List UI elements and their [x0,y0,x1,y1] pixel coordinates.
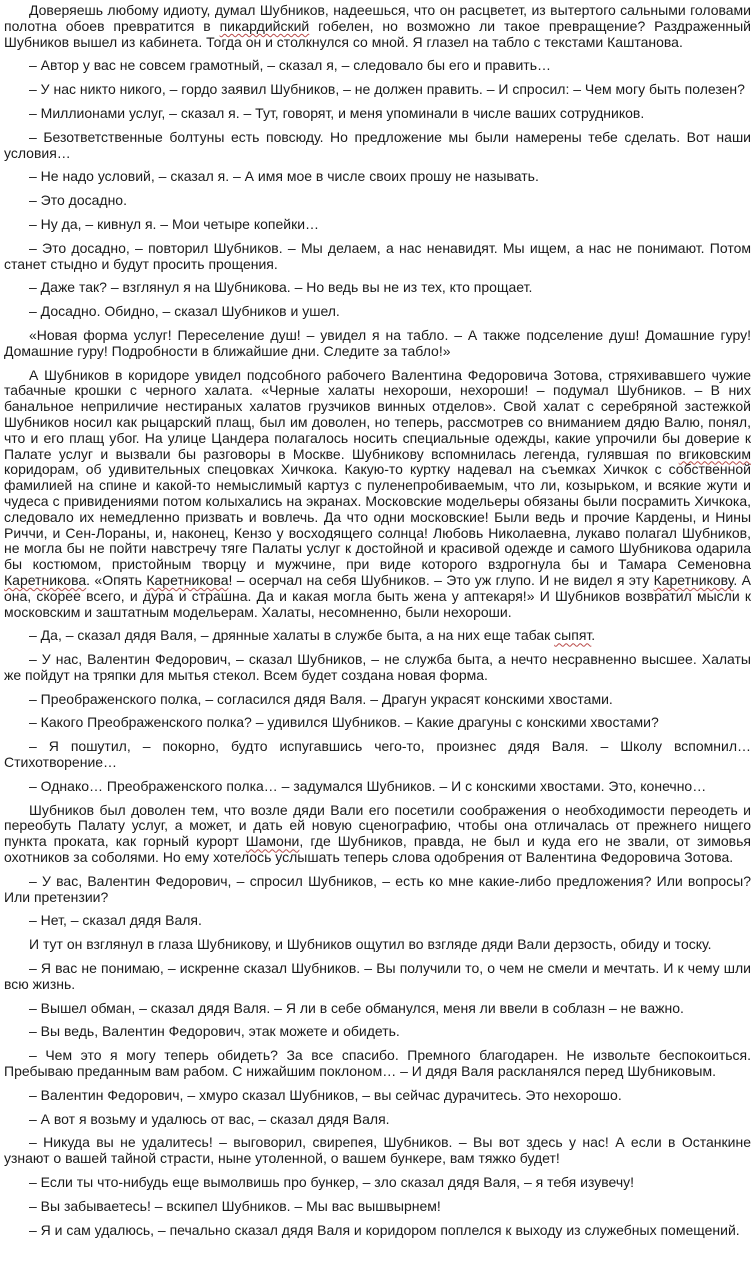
paragraph: – Не надо условий, – сказал я. – А имя мое в числе своих прошу не называть. [29,168,539,185]
paragraph: – У вас, Валентин Федорович, – спросил Шубников, – есть ко мне какие-либо предложения? Или вопросы? Или претензии? [4,872,751,905]
paragraph: – Миллионами услуг, – сказал я. – Тут, говорят, и меня упоминали в числе ваших сотрудников. [29,104,645,121]
paragraph: – Валентин Федорович, – хмуро сказал Шубников, – вы сейчас дурачитесь. Это нехорошо. [29,1086,622,1103]
paragraph: – Я вас не понимаю, – искренне сказал Шубников. – Вы получили то, о чем не смели и мечтать. И к чему шли всю жизнь. [4,960,751,992]
paragraph: «Новая форма услуг! Переселение душ! – увидел я на табло. – А также подселение душ! Домашние гуру! Домашние гуру! Подробности в ближайшие дни. Следите за табло!» [4,326,751,359]
paragraph: – Вы ведь, Валентин Федорович, этак можете и обидеть. [29,1023,400,1040]
paragraph: – Однако… Преображенского полка… – задумался Шубников. – И с конскими хвостами. Это, конечно… [29,777,707,794]
paragraph: – Ну да, – кивнул я. – Мои четыре копейки… [29,215,320,232]
paragraph: – А вот я возьму и удалюсь от вас, – сказал дядя Валя. [29,1110,390,1127]
paragraph: – Какого Преображенского полка? – удивился Шубников. – Какие драгуны с конскими хвостами? [29,714,659,731]
paragraph: – У нас никто никого, – гордо заявил Шубников, – не должен править. – И спросил: – Чем могу быть полезен? [29,81,745,98]
paragraph: И тут он взглянул в глаза Шубникову, и Шубников ощутил во взгляде дяди Вали дерзость, обиду и тоску. [29,936,712,953]
paragraph: – Нет, – сказал дядя Валя. [29,912,202,929]
paragraph: – Я пошутил, – покорно, будто испугавшись чего-то, произнес дядя Валя. – Школу вспомнил… Стихотворение… [4,738,751,771]
paragraph: – Чем это я могу теперь обидеть? За все спасибо. Премного благодарен. Не извольте беспокоиться. Пребываю преданным вам рабом. С нижайшим поклоном… – И дядя Валя раскланялся перед Шубниковым. [4,1047,751,1080]
paragraph: – У нас, Валентин Федорович, – сказал Шубников, – не служба быта, а нечто несравненно высшее. Халаты же пойдут на тряпки для мытья стекол. Всем будет создана новая форма. [4,651,751,683]
paragraph: – Даже так? – взглянул я на Шубникова. – Но ведь вы не из тех, кто прощает. [29,279,533,296]
paragraph: – Вышел обман, – сказал дядя Валя. – Я ли в себе обманулся, меня ли ввели в соблазн – не важно. [29,999,684,1016]
paragraph: – Это досадно, – повторил Шубников. – Мы делаем, а нас ненавидят. Мы ищем, а нас не понимают. Потом станет стыдно и будут просить прощения. [4,239,751,272]
paragraph: – Если ты что-нибудь еще вымолвишь про бункер, – зло сказал дядя Валя, – я тебя изувечу! [29,1174,635,1191]
paragraph: – Вы забываетесь! – вскипел Шубников. – Мы вас вышвырнем! [29,1197,441,1214]
misspelled-word: сыпят [554,627,592,644]
paragraph: – Никуда вы не удалитесь! – выговорил, свирепея, Шубников. – Вы вот здесь у нас! А если в Останкине узнают о вашей тайной страсти, ныне утоленной, о вашем бункере, вам тяжко будет! [4,1134,751,1167]
misspelled-word: пикардийский [219,17,310,34]
paragraph: – Преображенского полка, – согласился дядя Валя. – Драгун украсят конскими хвостами. [29,690,613,707]
paragraph: – Я и сам удалюсь, – печально сказал дядя Валя и коридором поплелся к выходу из служебных помещений. [29,1221,740,1238]
misspelled-word: вгиковским [678,445,751,462]
paragraph: – Безответственные болтуны есть повсюду. Но предложение мы были намерены тебе сделать. Вот наши условия… [4,128,751,161]
misspelled-word: Каретникова [146,571,229,588]
document-text [4,3,751,1238]
misspelled-word: Каретникова [4,571,87,588]
paragraph: – Досадно. Обидно, – сказал Шубников и ушел. [29,303,340,320]
paragraph: Шубников был доволен тем, что возле дяди Вали его посетили соображения о необходимости переодеть и переобуть Палату услуг, а может, и дать ей новую сценографию, чтобы она отличалась от прежнего нищего пункта проката, как горный курорт Шамони, где Шубников, правда, не был и куда его не звали, от зимовья охотников за соболями. Но ему хотелось услышать теперь слова одобрения от Валентина Федоровича Зотова. [4,801,751,866]
misspelled-word: Шамони [245,833,300,850]
paragraph: – Автор у вас не совсем грамотный, – сказал я, – следовало бы его и править… [29,57,551,74]
paragraph: – Да, – сказал дядя Валя, – дрянные халаты в службе быта, а на них еще табак сыпят. [29,627,596,644]
paragraph: Доверяешь любому идиоту, думал Шубников, надеешься, что он расцветет, из вытертого сальными головами полотна обоев превратится в пикардийский гобелен, но возможно ли такое превращение? Раздраженный Шубников вышел из кабинета. Тогда он и столкнулся со мной. Я глазел на табло с текстами Каштанова. [4,2,751,50]
paragraph: А Шубников в коридоре увидел подсобного рабочего Валентина Федоровича Зотова, стряхивавшего чужие табачные крошки с черного халата. «Черные халаты нехороши, нехороши! – подумал Шубников. – В них банальное неприличие нестираных халатов грузчиков винных отделов». Свой халат с серебряной застежкой Шубников носил как рыцарский плащ, был им доволен, но теперь, рассмотрев со вниманием дядю Валю, понял, что и его плащ убог. На улице Цандера полагалось носить специальные одежды, какие упрочили бы доверие к Палате услуг и вызвали бы разговоры в Москве. Шубникову вспомнилась легенда, гулявшая по вгиковским коридорам, об удивительных спецовках Хичкока. Какую-то куртку надевал на съемках Хичкок с собственной фамилией на спине и какой-то немыслимый картуз с пуленепробиваемым, что ли, козырьком, и всякие жути и чудеса с привидениями потом колыхались на экранах. Московские модельеры обязаны были посрамить Хичкока, следовало их немедленно призвать и вовлечь. Да что одни московские! Были ведь и прочие Кардены, и Нины Риччи, и Сен-Лораны, и, наконец, Кензо у восходящего солнца! Любовь Николаевна, лукаво полагал Шубников, не могла бы не пойти навстречу тяге Палаты услуг к достойной и красивой одежде и самого Шубникова одарила бы костюмом, пристойным творцу и мужчине, при виде которого вздрогнула бы и Тамара Семеновна Каретникова. «Опять Каретникова! – осерчал на себя Шубников. – Это уж глупо. И не видел я эту Каретникову. А она, скорее всего, и дура и страшна. Да и какая могла быть жена у аптекаря!» И Шубников возвратил мысли к московским и заштатным модельерам. Халаты, несомненно, были нехороши. [4,366,751,620]
paragraph: – Это досадно. [29,192,127,209]
misspelled-word: Каретникову [653,571,734,588]
